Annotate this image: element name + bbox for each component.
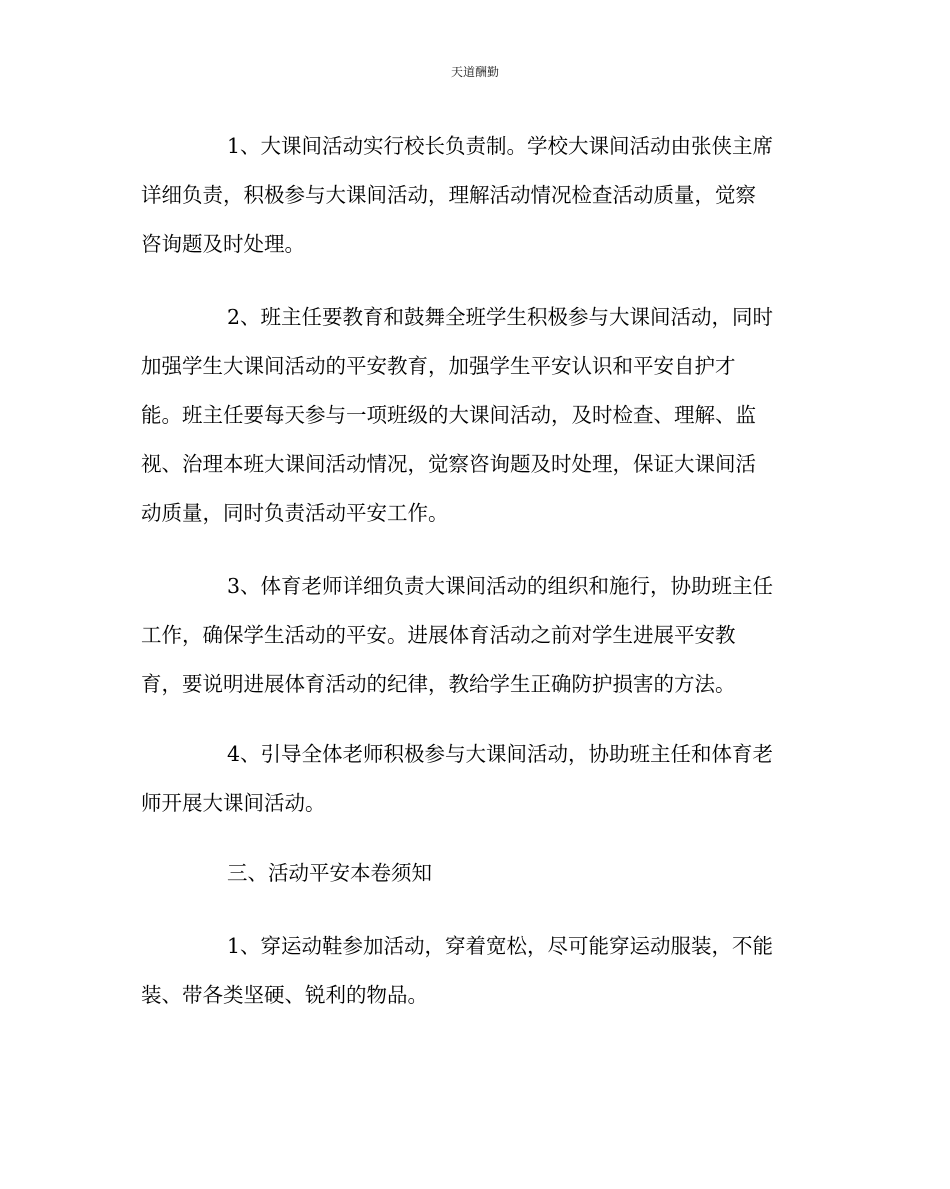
text-line: 育，要说明进展体育活动的纪律，教给学生正确防护损害的方法。 xyxy=(141,672,736,696)
text-line: 能。班主任要每天参与一项班级的大课间活动，及时检查、理解、监 xyxy=(141,403,756,427)
section-heading xyxy=(141,849,809,898)
text-line: 1、穿运动鞋参加活动，穿着宽松，尽可能穿运动服装，不能 xyxy=(227,934,774,958)
text-line: 工作，确保学生活动的平安。进展体育活动之前对学生进展平安教 xyxy=(141,623,736,647)
text-line: 加强学生大课间活动的平安教育，加强学生平安认识和平安自护才 xyxy=(141,354,736,378)
text-line: 咨询题及时处理。 xyxy=(141,232,305,256)
text-line: 视、治理本班大课间活动情况，觉察咨询题及时处理，保证大课间活 xyxy=(141,452,756,476)
text-line: 三、活动平安本卷须知 xyxy=(227,861,432,885)
text-line: 详细负责，积极参与大课间活动，理解活动情况检查活动质量，觉察 xyxy=(141,183,756,207)
paragraph-3 xyxy=(141,562,809,709)
page-header: 天道酬勤 xyxy=(450,65,499,79)
paragraph-1 xyxy=(141,122,809,269)
text-line: 师开展大课间活动。 xyxy=(141,791,326,815)
paragraph-4 xyxy=(141,730,809,828)
text-line: 装、带各类坚硬、锐利的物品。 xyxy=(141,983,428,1007)
paragraph-2 xyxy=(141,293,809,538)
paragraph-5 xyxy=(141,922,809,1020)
text-line: 动质量，同时负责活动平安工作。 xyxy=(141,501,449,525)
text-line: 3、体育老师详细负责大课间活动的组织和施行，协助班主任 xyxy=(227,574,774,598)
text-line: 1、大课间活动实行校长负责制。学校大课间活动由张侠主席 xyxy=(227,134,774,158)
text-line: 4、引导全体老师积极参与大课间活动，协助班主任和体育老 xyxy=(227,742,774,766)
text-line: 2、班主任要教育和鼓舞全班学生积极参与大课间活动，同时 xyxy=(227,305,774,329)
